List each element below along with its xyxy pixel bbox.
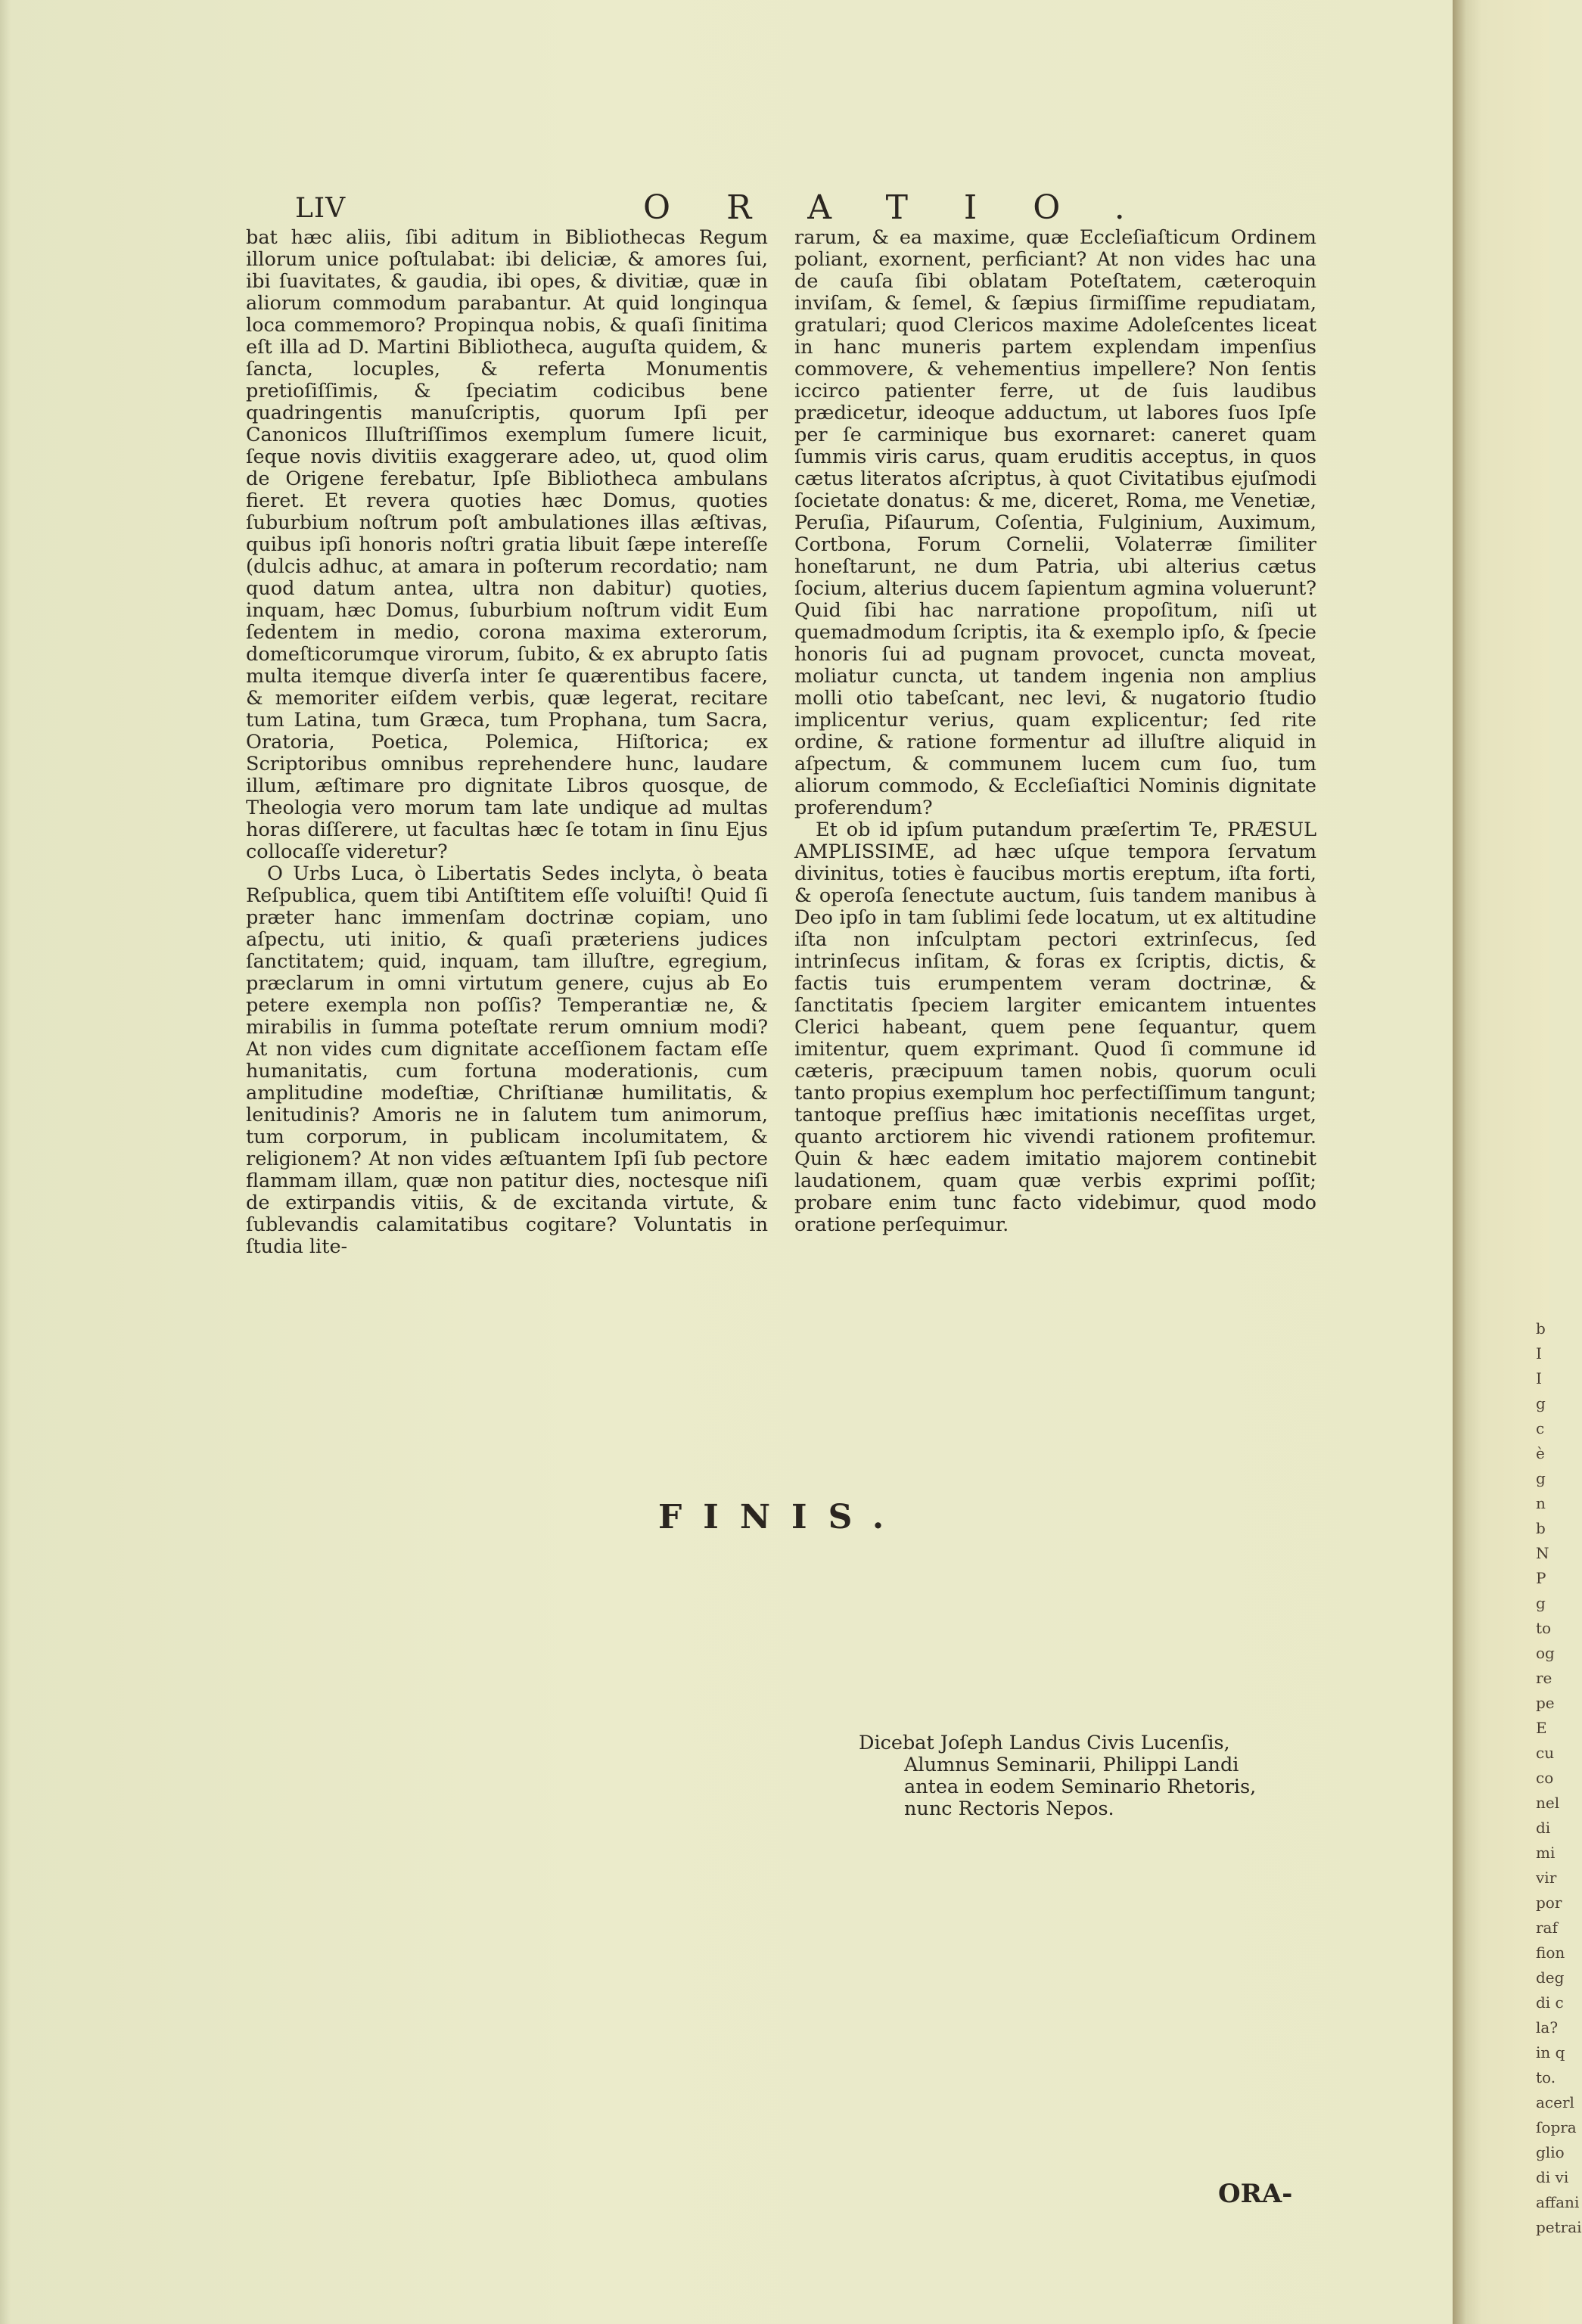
bleed-fragment: g (1536, 1394, 1546, 1412)
bleed-fragment: I (1536, 1369, 1542, 1387)
paragraph: bat hæc aliis, ſibi aditum in Bibliothecas Regum illorum unice poſtulabat: ibi deliciæ, & amores ſui, ibi ſuavitates, & gaudia, ibi opes, & divitiæ, quæ in aliorum commodum parabantur. At quid longinqua loca commemoro? Propinqua nobis, & quaſi ſinitima eſt illa ad D. Martini Bibliotheca, auguſta quidem, & ſancta, locuples, & referta Monumentis pretioſiſſimis, & ſpeciatim codicibus bene quadringentis manuſcriptis, quorum Ipſi per Canonicos Illuſtriſſimos exemplum ſumere licuit, ſeque novis divitiis exaggerare adeo, ut, quod olim de Origene ferebatur, Ipſe Bibliotheca ambulans fieret. Et revera quoties hæc Domus, quoties ſuburbium noſtrum poſt ambulationes illas æſtivas, quibus ipſi honoris noſtri gratia libuit ſæpe intereſſe (dulcis adhuc, at amara in poſterum recordatio; nam quod datum antea, ultra non dabitur) quoties, inquam, hæc Domus, ſuburbium noſtrum vidit Eum ſedentem in medio, corona maxima exterorum, domeſticorumque virorum, ſubito, & ex abrupto ſatis multa itemque diverſa inter ſe quærentibus facere, & memoriter eiſdem verbis, quæ legerat, recitare tum Latina, tum Græca, tum Prophana, tum Sacra, Oratoria, Poetica, Polemica, Hiſtorica; ex Scriptoribus omnibus reprehendere hunc, laudare illum, æſtimare pro dignitate Libros quosque, de Theologia vero morum tam late undique ad multas horas diſſerere, ut facultas hæc ſe totam in ſinu Ejus collocaſſe videretur? (246, 226, 768, 863)
bleed-fragment: c (1536, 1419, 1545, 1437)
bleed-fragment: nel (1536, 1794, 1560, 1812)
bleed-fragment: b (1536, 1319, 1546, 1338)
bleed-fragment: n (1536, 1494, 1546, 1512)
bleed-fragment: è (1536, 1444, 1545, 1462)
bleed-fragment: di c (1536, 1993, 1564, 2012)
bleed-fragment: raf (1536, 1919, 1558, 1937)
bleed-fragment: glio (1536, 2143, 1565, 2161)
catchword: ORA- (1218, 2179, 1293, 2209)
bleed-fragment: mi (1536, 1844, 1556, 1862)
bleed-fragment: E (1536, 1719, 1547, 1737)
bleed-fragment: in q (1536, 2043, 1565, 2061)
bleed-fragment: re (1536, 1669, 1552, 1687)
bleed-fragment: g (1536, 1469, 1546, 1487)
paragraph: O Urbs Luca, ò Libertatis Sedes inclyta, ò beata Reſpublica, quem tibi Antiſtitem eſſe voluiſti! Quid ſi præter hanc immenſam doctrinæ copiam, uno aſpectu, uti initio, & quaſi præteriens judices ſanctitatem; quid, inquam, tam illuſtre, egregium, præclarum in omni virtutum genere, cujus ab Eo petere exempla non poſſis? Temperantiæ ne, & mirabilis in ſumma poteſtate rerum omnium modi? At non vides cum dignitate acceſſionem factam eſſe humanitatis, cum fortuna moderationis, cum amplitudine modeſtiæ, Chriſtianæ humilitatis, & lenitudinis? Amoris ne in ſalutem tum animorum, tum corporum, in publicam incolumitatem, & religionem? At non vides æſtuantem Ipſi ſub pectore flammam illam, quæ non patitur dies, noctesque niſi de extirpandis vitiis, & de excitanda virtute, & ſublevandis calamitatibus cogitare? Voluntatis in ſtudia lite- (246, 862, 768, 1258)
page-number: LIV (295, 193, 347, 224)
paragraph: Et ob id ipſum putandum præſertim Te, PRÆSUL AMPLISSIME, ad hæc uſque tempora ſervatum divinitus, toties è faucibus mortis ereptum, iſta forti, & operoſa ſenectute auctum, ſuis tandem manibus à Deo ipſo in tam ſublimi ſede locatum, ut ex altitudine iſta non inſculptam pectori extrinſecus, ſed intrinſecus inſitam, & foras ex ſcriptis, dictis, & factis tuis erumpentem veram doctrinæ, & ſanctitatis ſpeciem largiter emicantem intuentes Clerici habeant, quem pene ſequantur, quem imitentur, quem exprimant. Quod ſi commune id cæteris, præcipuum tamen nobis, quorum oculi tanto propius exemplum hoc perfectiſſimum tangunt; tantoque preſſius hæc imitationis neceſſitas urget, quanto arctiorem hic vivendi rationem profitemur. Quin & hæc eadem imitatio majorem continebit laudationem, quam quæ verbis exprimi poſſit; probare enim tunc facto videbimur, quod modo oratione perſequimur. (794, 819, 1316, 1236)
bleed-fragment: affani (1536, 2193, 1580, 2211)
right-text-column (794, 227, 1316, 1236)
bleed-fragment: petrai (1536, 2218, 1582, 2236)
signature-line: antea in eodem Seminario Rhetoris, (904, 1776, 1257, 1798)
bleed-fragment: og (1536, 1644, 1555, 1662)
signature-block (859, 1732, 1343, 1820)
bleed-fragment: N (1536, 1544, 1549, 1562)
bleed-fragment: ſopra (1536, 2118, 1577, 2136)
bleed-fragment: fion (1536, 1943, 1565, 1962)
bleed-fragment: vir (1536, 1869, 1557, 1887)
running-title: ORATIO. (643, 188, 1181, 227)
bleed-fragment: pe (1536, 1694, 1555, 1712)
bleed-fragment: di vi (1536, 2168, 1569, 2186)
paragraph: rarum, & ea maxime, quæ Eccleſiaſticum Ordinem poliant, exornent, perficiant? At non vides hac una de cauſa ſibi oblatam Poteſtatem, cæteroquin inviſam, & ſemel, & ſæpius ſirmiſſime repudiatam, gratulari; quod Clericos maxime Adoleſcentes liceat in hanc muneris partem explendam impenſius commovere, & vehementius impellere? Non ſentis iccirco patienter ferre, ut de ſuis laudibus prædicetur, ideoque adductum, ut labores ſuos Ipſe per ſe carminique bus exornaret: caneret quam ſummis viris carus, quam eruditis acceptus, in quos cætus literatos aſcriptus, à quot Civitatibus ejuſmodi ſocietate donatus: & me, diceret, Roma, me Venetiæ, Peruſia, Piſaurum, Coſentia, Fulginium, Auximum, Cortbona, Forum Cornelii, Volaterræ ſimiliter honeſtarunt, ne dum Patria, ubi alterius cætus ſocium, alterius ducem ſapientum agmina voluerunt? Quid ſibi hac narratione propoſitum, niſi ut quemadmodum ſcriptis, ita & exemplo ipſo, & ſpecie honoris ſui ad pugnam provocet, cuncta moveat, moliatur cuncta, ut tandem ingenia non amplius molli otio tabeſcant, nec levi, & nugatorio ſtudio implicentur verius, quam explicentur; ſed rite ordine, & ratione formentur ad illuſtre aliquid in aſpectum, & communem lucem cum ſuo, tum aliorum commodo, & Eccleſiaſtici Nominis dignitate proferendum? (794, 226, 1316, 819)
bleed-fragment: deg (1536, 1968, 1565, 1987)
signature-line: nunc Rectoris Nepos. (904, 1797, 1114, 1820)
bleed-fragment: co (1536, 1769, 1554, 1787)
bleed-fragment: to. (1536, 2068, 1556, 2086)
bleed-fragment: acerl (1536, 2093, 1574, 2111)
left-text-column (246, 227, 768, 1258)
bleed-fragment: di (1536, 1819, 1551, 1837)
bleed-fragment: cu (1536, 1744, 1555, 1762)
page-left-edge (0, 0, 11, 2324)
bleed-fragment: la? (1536, 2018, 1559, 2037)
facing-page-bleed (1536, 1316, 1582, 2240)
bleed-fragment: to (1536, 1619, 1552, 1637)
bleed-fragment: b (1536, 1519, 1546, 1537)
bleed-fragment: g (1536, 1594, 1546, 1612)
finis-heading: FINIS. (658, 1498, 906, 1536)
signature-line: Alumnus Seminarii, Philippi Landi (904, 1754, 1239, 1776)
bleed-fragment: P (1536, 1569, 1546, 1587)
signature-line: Dicebat Joſeph Landus Civis Lucenſis, (859, 1732, 1230, 1754)
bleed-fragment: I (1536, 1344, 1542, 1362)
bleed-fragment: por (1536, 1894, 1562, 1912)
